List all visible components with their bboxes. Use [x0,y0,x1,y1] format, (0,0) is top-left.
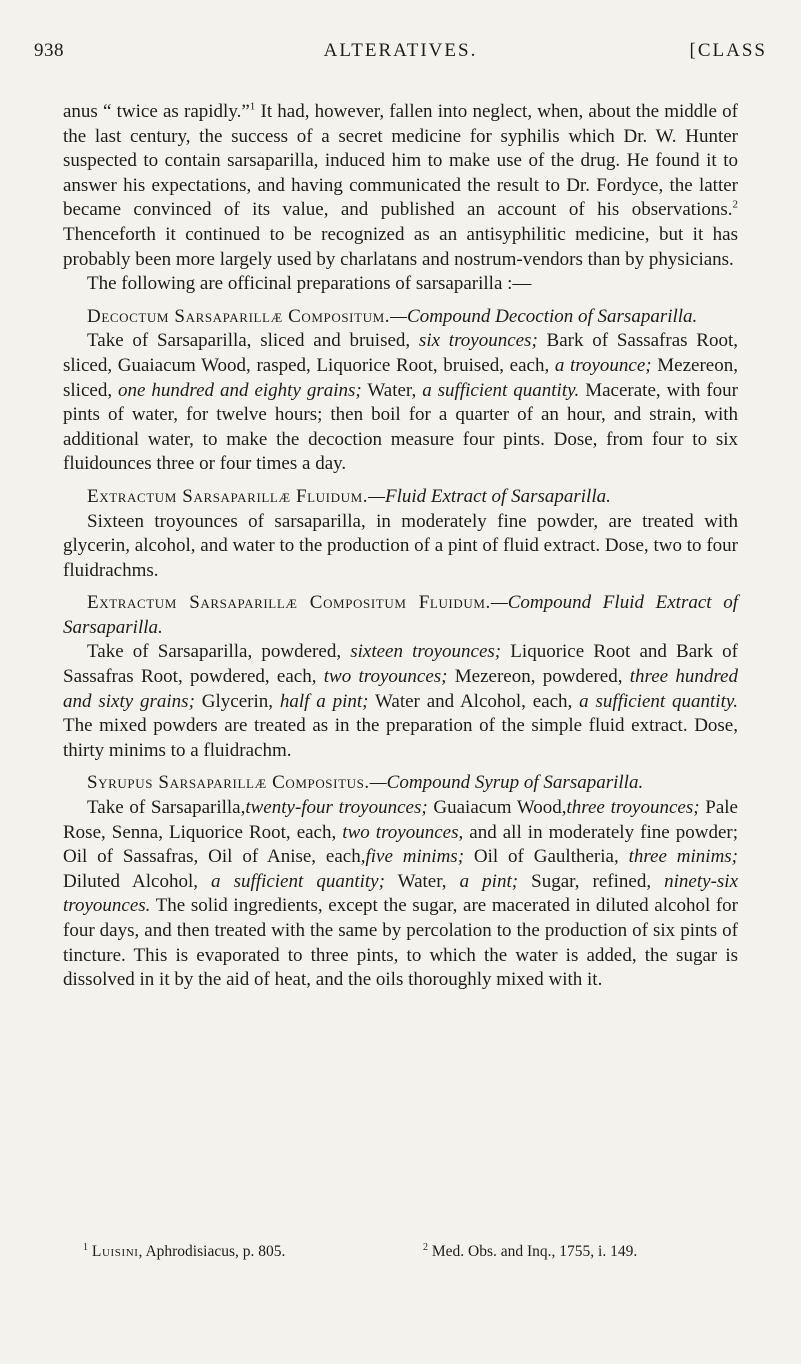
running-header [34,40,767,64]
main-text [63,100,738,993]
paragraph-decoctum: Take of Sarsaparilla, sliced and bruised, six troyounces; Bark of Sassafras Root, sliced, Guaiacum Wood, rasped, Liquorice Root, bruised, each, a troyounce; Mezereon, sliced, one hundred and eighty grains; Water, a sufficient quantity. Macerate, with four pints of water, for twelve hours; then boil for a quarter of an hour, and strain, with additional water, to make the decoction measure four pints. Dose, from four to six fluidounces three or four times a day. [63,330,738,475]
heading-extractum-compositum: Extractum Sarsaparillæ Compositum Fluidum.—Compound Fluid Extract of Sarsaparilla. [63,592,739,638]
page-number: 938 [34,40,64,61]
paragraph-extractum: Sixteen troyounces of sarsaparilla, in moderately fine powder, are treated with glycerin, alcohol, and water to the production of a pint of fluid extract. Dose, two to four fluidrachms. [63,510,738,581]
footnote-1: $^1$ Luisini, Aphrodisiacus, p. 805. [83,1241,286,1260]
heading-syrupus: Syrupus Sarsaparillæ Compositus.—Compound Syrup of Sarsaparilla. [87,772,644,794]
paragraph-intro: anus “ twice as rapidly.”$^1$ It had, however, fallen into neglect, when, about the middle of the last century, the success of a secret medicine for syphilis which Dr. W. Hunter suspected to contain sarsaparilla, induced him to make use of the drug. He found it to answer his expectations, and having communicated the result to Dr. Fordyce, the latter became convinced of its value, and published an account of his observations.$^2$ Thenceforth it continued to be recognized as an antisyphilitic medicine, but it has probably been more largely used by charlatans and nostrum-vendors than by physicians. [63,100,738,270]
footnote-ref-2: 2 [732,199,738,212]
paragraph-extractum-compositum: Take of Sarsaparilla, powdered, sixteen troyounces; Liquorice Root and Bark of Sassafras Root, powdered, each, two troyounces; Mezereon, powdered, three hundred and sixty grains; Glycerin, half a pint; Water and Alcohol, each, a sufficient quantity. The mixed powders are treated as in the preparation of the simple fluid extract. Dose, thirty minims to a fluidrachm. [63,641,738,761]
running-title: ALTERATIVES. [323,40,478,61]
footnote-ref-1: 1 [249,100,256,113]
heading-decoctum: Decoctum Sarsaparillæ Compositum.—Compound Decoction of Sarsaparilla. [87,305,698,327]
heading-extractum: Extractum Sarsaparillæ Fluidum.—Fluid Extract of Sarsaparilla. [87,485,611,507]
class-label: [CLASS [689,40,767,61]
footnote-2: $^2$ Med. Obs. and Inq., 1755, i. 149. [423,1241,638,1260]
paragraph-syrupus: Take of Sarsaparilla,twenty-four troyounces; Guaiacum Wood,three troyounces; Pale Rose, Senna, Liquorice Root, each, two troyounces, and all in moderately fine powder; Oil of Sassafras, Oil of Anise, each,five minims; Oil of Gaultheria, three minims; Diluted Alcohol, a sufficient quantity; Water, a pint; Sugar, refined, ninety-six troyounces. The solid ingredients, except the sugar, are macerated in diluted alcohol for four days, and then treated with the same by percolation to the production of six pints of tincture. This is evaporated to three pints, to which the water is added, the sugar is dissolved in it by the aid of heat, and the oils thoroughly mixed with it. [63,797,739,991]
paragraph-preparations-intro: The following are officinal preparations of sarsaparilla :— [87,273,532,295]
